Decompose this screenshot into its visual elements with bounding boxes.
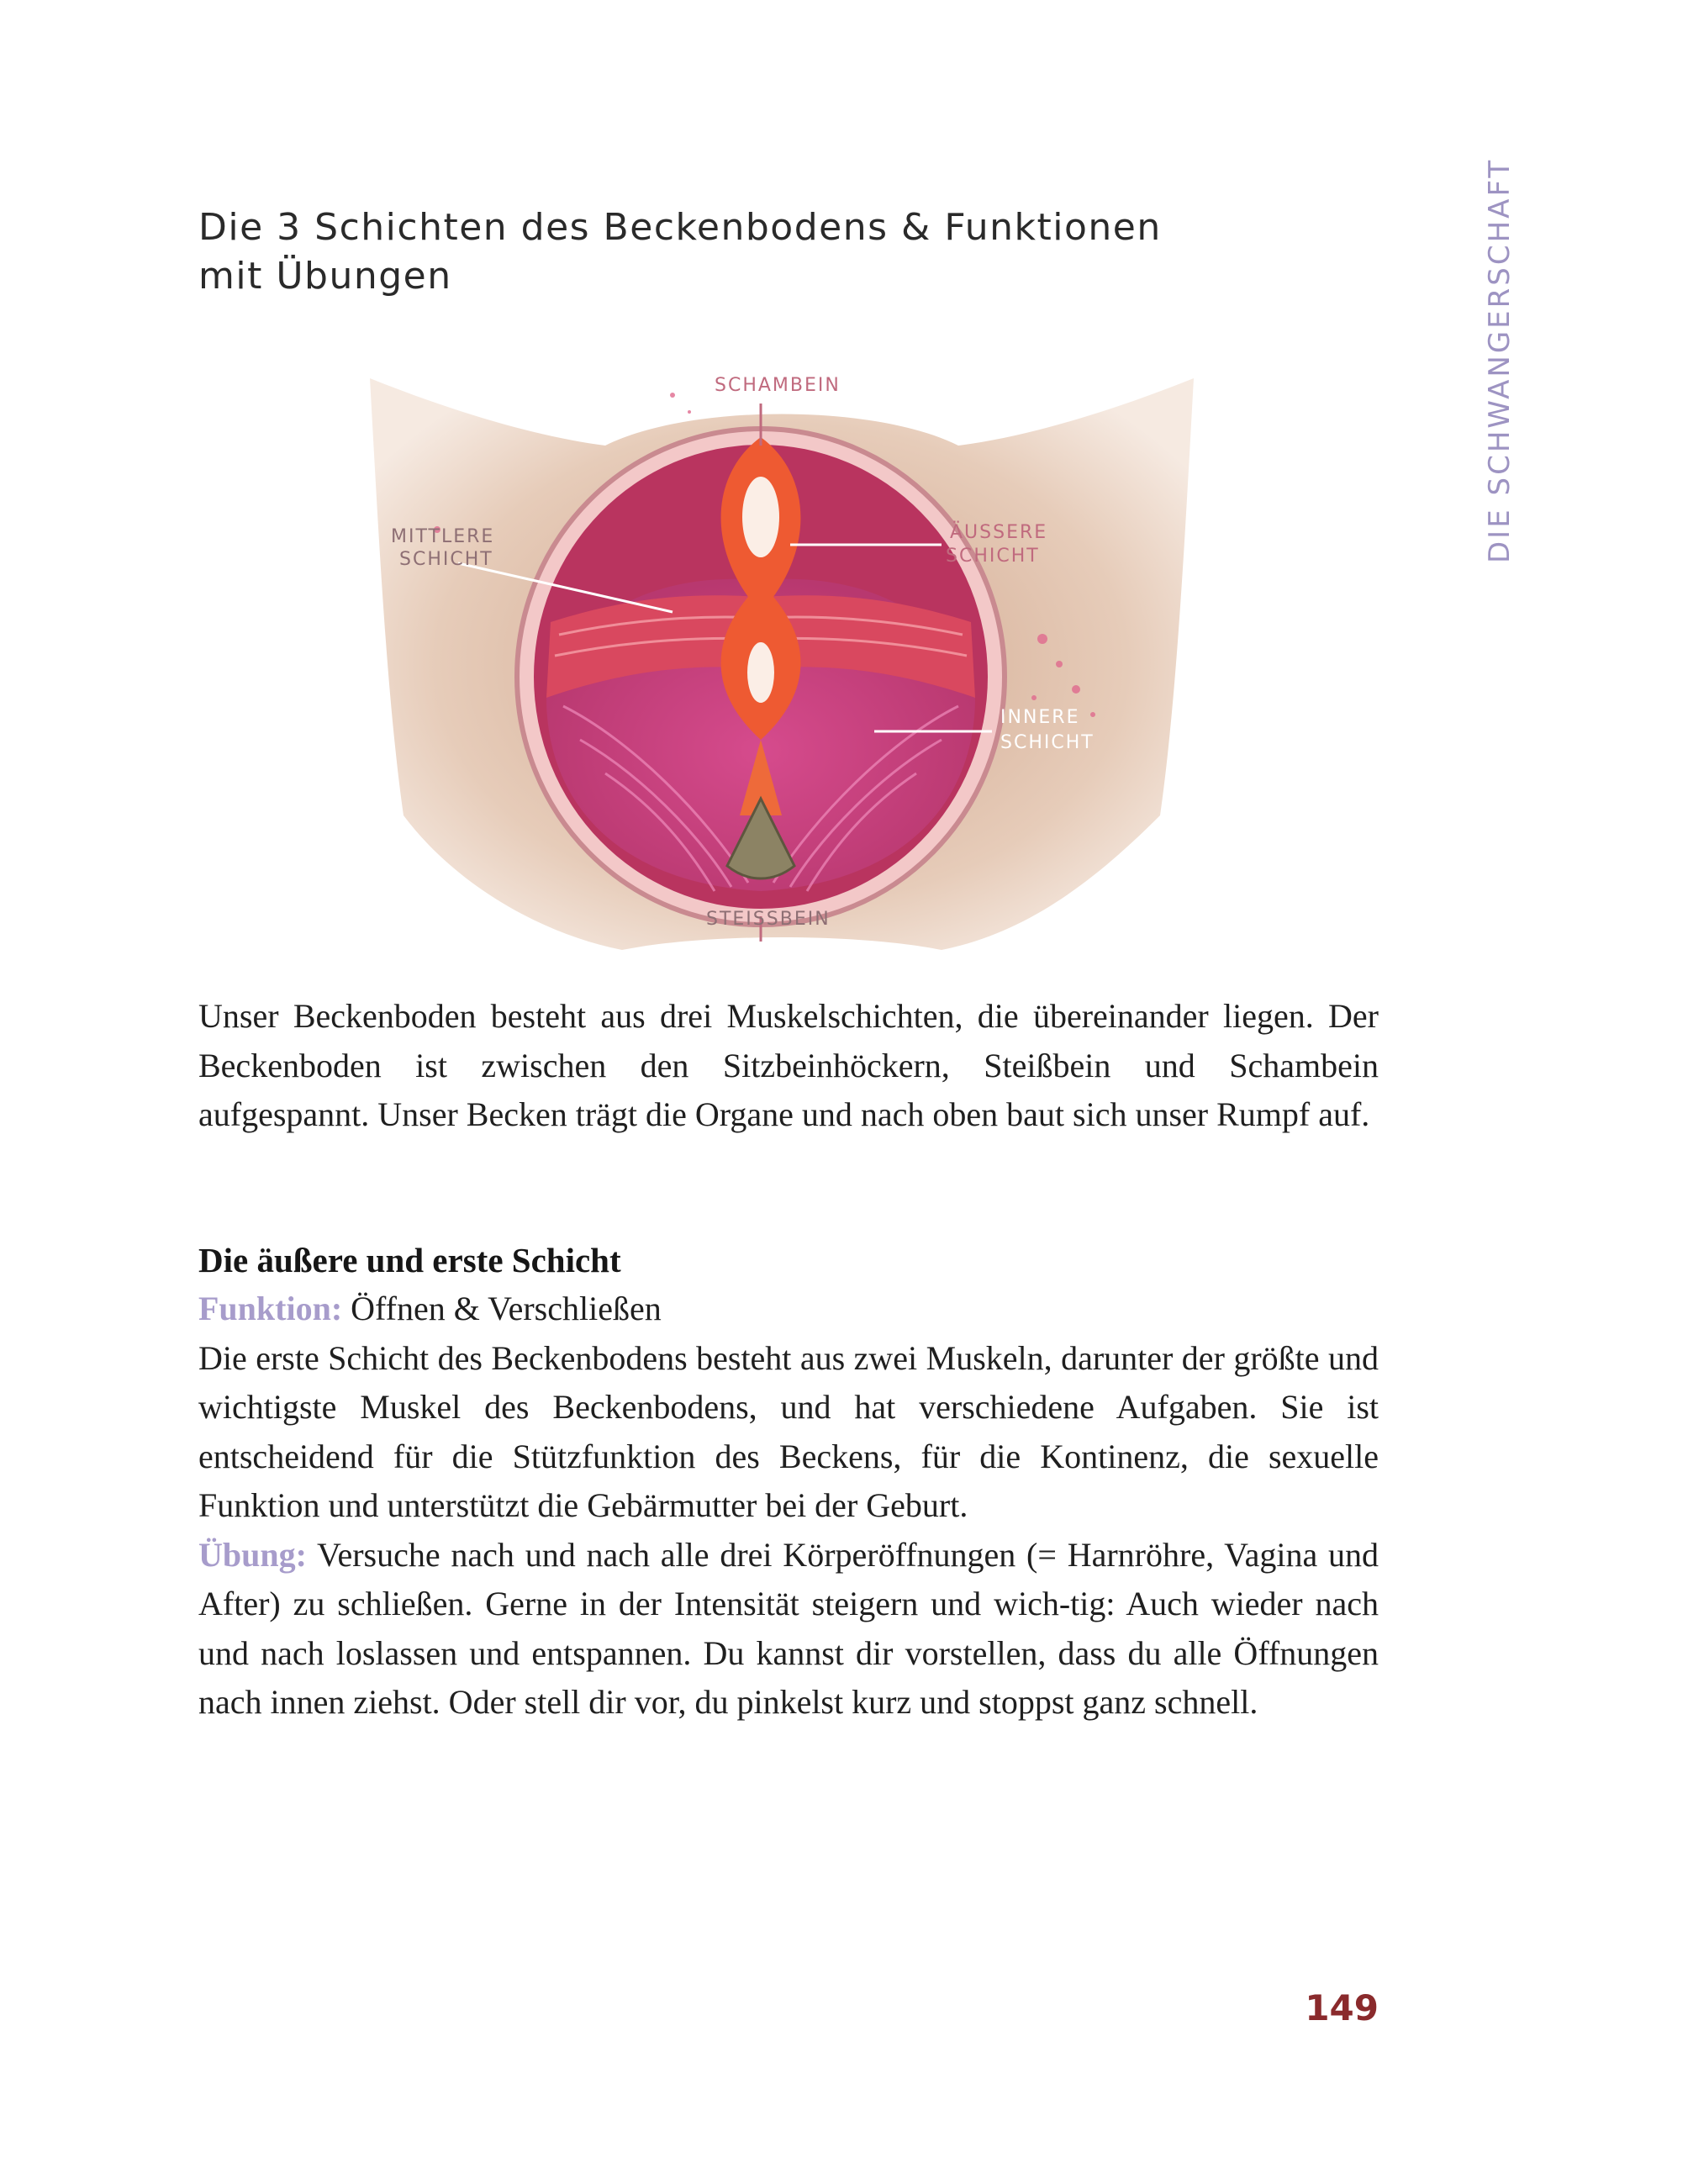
- page-number: 149: [1305, 1987, 1379, 2028]
- label-mittlere-2: SCHICHT: [399, 549, 493, 570]
- section-description: Die erste Schicht des Beckenbodens besteht aus zwei Muskeln, darunter der größte und wichtigste Muskel des Beckenbodens, und hat verschiedene Aufgaben. Sie ist entscheidend für die Stützfunktion des Beckens, für die Kontinenz, die sexuelle Funktion und unterstützt die Gebärmutter bei der Geburt.: [198, 1338, 1379, 1524]
- function-line: [198, 1285, 1379, 1334]
- heading-line-1: Die 3 Schichten des Beckenbodens & Funktionen: [198, 206, 1162, 249]
- label-aeussere-1: ÄUSSERE: [950, 522, 1048, 543]
- label-aeussere-2: SCHICHT: [946, 546, 1040, 567]
- label-innere-2: SCHICHT: [1000, 732, 1095, 753]
- exercise-text: Versuche nach und nach alle drei Körperöffnungen (= Harnröhre, Vagina und After) zu schließen. Gerne in der Intensität steigern und wich-tig: Auch wieder nach und nach loslassen und entspannen. Du kannst dir vorstellen, dass du alle Öffnungen nach innen ziehst. Oder stell dir vor, du pinkelst kurz und stoppst ganz schnell.: [198, 1535, 1379, 1721]
- chapter-side-tab: DIE SCHWANGERSCHAFT: [1483, 157, 1517, 563]
- section-body: [198, 1285, 1379, 1728]
- pelvic-floor-drawing: [353, 345, 1211, 967]
- label-mittlere-1: MITTLERE: [391, 526, 495, 547]
- page-heading: [198, 203, 1258, 301]
- function-text: Öffnen & Verschließen: [351, 1290, 662, 1327]
- exercise-paragraph: [198, 1531, 1379, 1728]
- function-label: Funktion:: [198, 1290, 343, 1327]
- label-steissbein: STEISSBEIN: [706, 909, 831, 930]
- intro-paragraph: Unser Beckenboden besteht aus drei Muskelschichten, die übereinander liegen. Der Beckenboden ist zwischen den Sitzbeinhöckern, Steißbein und Schambein aufgespannt. Unser Becken trägt die Organe und nach oben baut sich unser Rumpf auf.: [198, 997, 1379, 1133]
- section-title: Die äußere und erste Schicht: [198, 1241, 621, 1279]
- heading-line-2: mit Übungen: [198, 255, 452, 298]
- label-innere-1: INNERE: [1000, 707, 1080, 728]
- exercise-label: Übung:: [198, 1535, 307, 1574]
- pelvic-floor-illustration: [353, 345, 1211, 967]
- label-schambein: SCHAMBEIN: [715, 375, 841, 396]
